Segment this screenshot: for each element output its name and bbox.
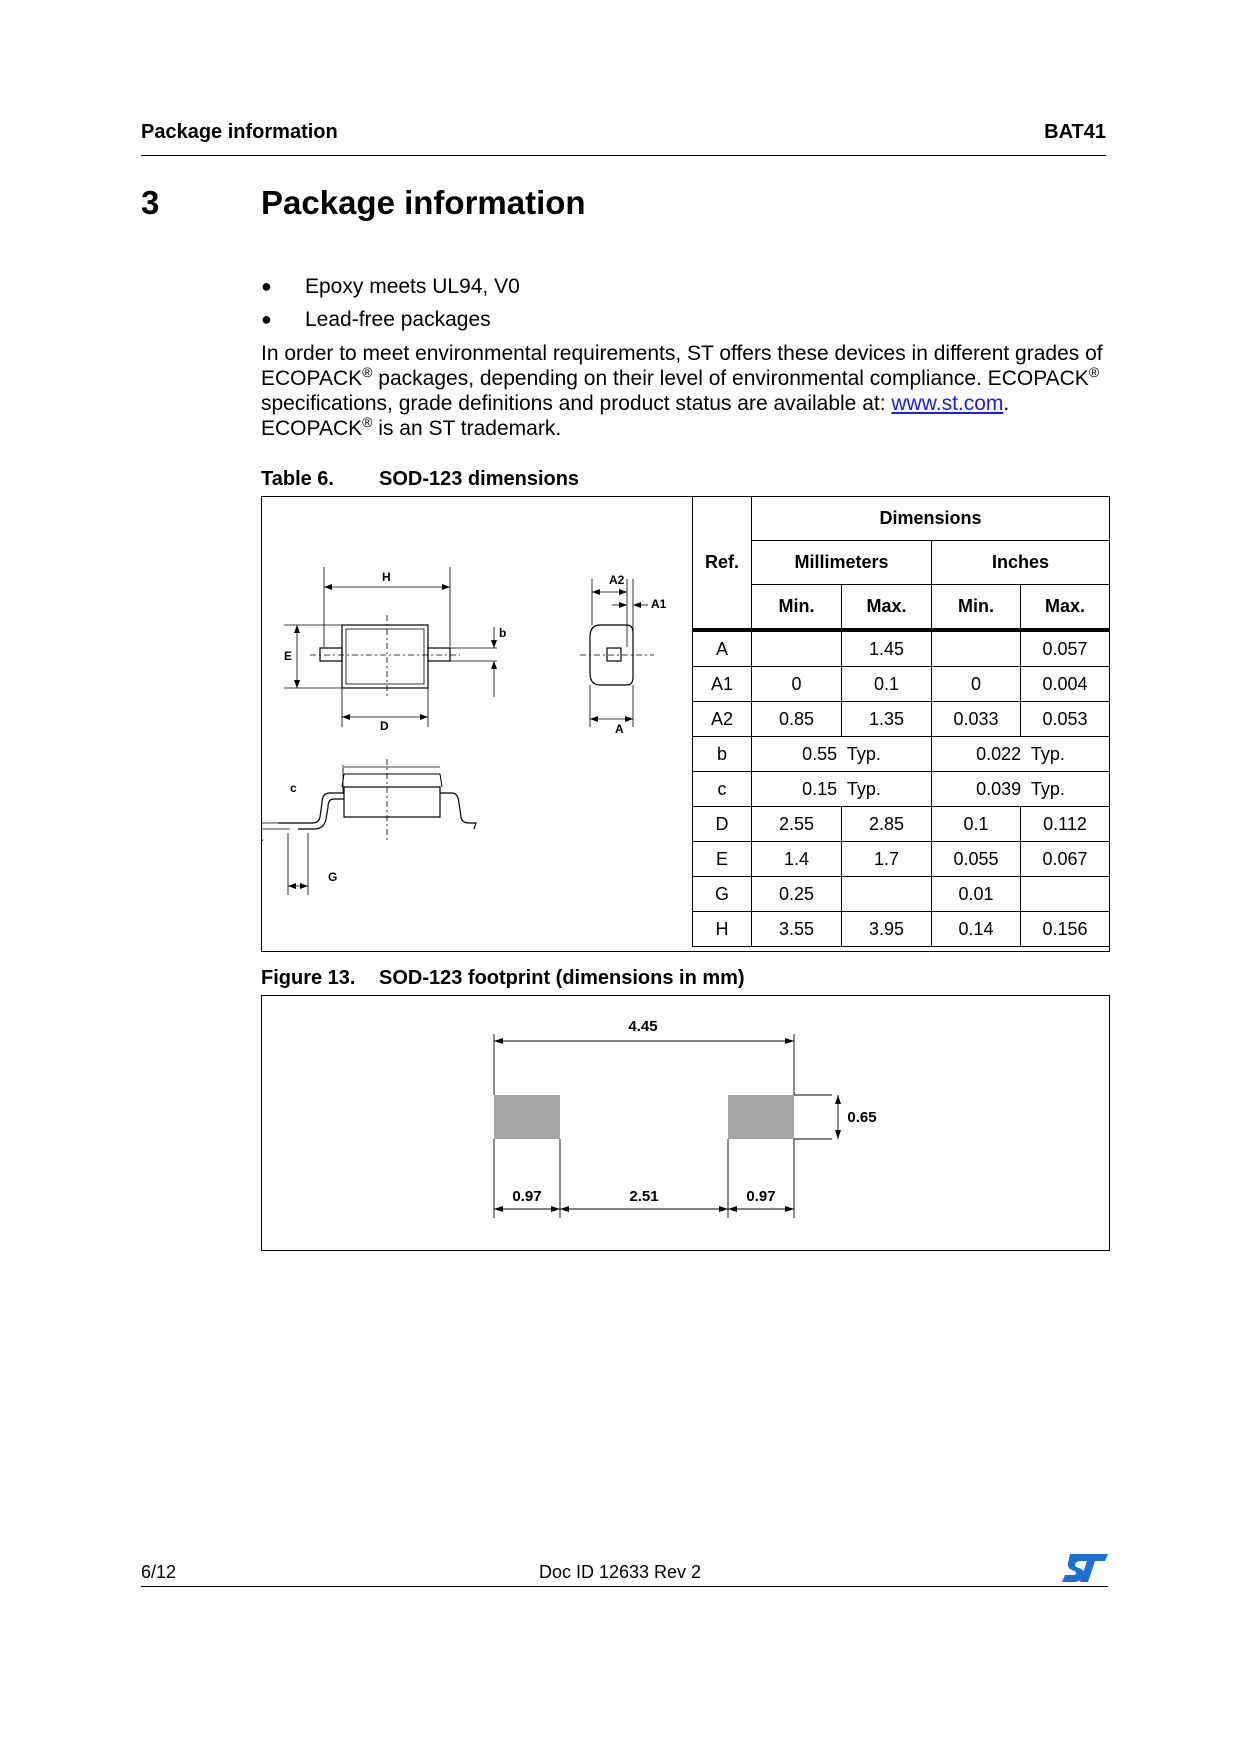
lead-right	[428, 648, 450, 661]
bullet-item: ● Lead-free packages	[261, 303, 520, 336]
section-number: 3	[141, 184, 160, 221]
col-header-mm-min: Min.	[752, 585, 842, 631]
col-header-mm-max: Max.	[842, 585, 932, 631]
col-header-dimensions: Dimensions	[752, 497, 1110, 541]
figure-title: SOD-123 footprint (dimensions in mm)	[379, 967, 745, 989]
page-number: 6/12	[141, 1562, 177, 1582]
sod123-package-drawing	[262, 497, 692, 951]
table-row: c 0.15 Typ. 0.039 Typ.	[693, 772, 1110, 807]
table-row: H 3.55 3.95 0.14 0.156	[693, 912, 1110, 947]
table-row: G 0.25 0.01	[693, 877, 1110, 912]
table-header-row	[693, 541, 1110, 585]
footprint-dim-gap: 2.51	[629, 1188, 659, 1205]
footprint-dim-pad-height: 0.65	[847, 1109, 877, 1126]
col-header-millimeters: Millimeters	[752, 541, 932, 585]
table-label: Table 6.	[261, 468, 334, 490]
table-row: A2 0.85 1.35 0.033 0.053	[693, 702, 1110, 737]
table-row: D 2.55 2.85 0.1 0.112	[693, 807, 1110, 842]
col-header-inches: Inches	[932, 541, 1110, 585]
table-header-row	[693, 497, 1110, 541]
lead-left	[320, 648, 342, 661]
bullet-dot-icon: ●	[261, 276, 272, 296]
running-header-part-number: BAT41	[1044, 121, 1106, 143]
table-caption	[261, 468, 579, 491]
header-rule	[141, 155, 1106, 156]
st-website-link[interactable]: www.st.com	[891, 392, 1004, 415]
table-title: SOD-123 dimensions	[379, 468, 580, 490]
dim-label-b: b	[499, 626, 507, 640]
package-body-top-view	[342, 625, 428, 688]
running-header-section: Package information	[141, 121, 338, 143]
footprint-dim-pad-right: 0.97	[746, 1188, 776, 1205]
footprint-pad-left	[494, 1095, 560, 1139]
st-logo-icon	[1060, 1552, 1110, 1584]
figure-caption	[261, 967, 745, 990]
document-id: Doc ID 12633 Rev 2	[538, 1562, 702, 1582]
col-header-ref: Ref.	[693, 497, 752, 631]
sod123-dimensions-table	[692, 496, 1110, 947]
dim-label-D: D	[380, 719, 389, 733]
table-row: A1 0 0.1 0 0.004	[693, 667, 1110, 702]
table-row: A 1.45 0.057	[693, 630, 1110, 667]
section-title: Package information	[261, 184, 586, 221]
col-header-in-min: Min.	[932, 585, 1021, 631]
footprint-pad-right	[728, 1095, 794, 1139]
ecopack-paragraph: In order to meet environmental requirements, ST offers these devices in different grades of ECOPACK® packages, depending on their level of environmental compliance. ECOPACK® specifications, grade definitions and product status are available at: www.st.com. ECOPACK® is an ST trademark.	[261, 342, 1103, 440]
bullet-dot-icon: ●	[261, 309, 272, 329]
table-header-row	[693, 585, 1110, 631]
dim-label-A: A	[615, 722, 624, 736]
sod123-footprint-drawing	[262, 996, 1109, 1250]
dim-label-c: c	[290, 781, 297, 795]
table-row: E 1.4 1.7 0.055 0.067	[693, 842, 1110, 877]
dim-label-G: G	[328, 870, 338, 884]
footprint-dim-overall: 4.45	[628, 1018, 658, 1035]
dim-label-H: H	[382, 570, 391, 584]
feature-bullet-list	[261, 270, 520, 336]
dim-label-A1: A1	[651, 597, 667, 611]
col-header-in-max: Max.	[1021, 585, 1110, 631]
table-row: b 0.55 Typ. 0.022 Typ.	[693, 737, 1110, 772]
dim-label-E: E	[284, 649, 293, 663]
footprint-dim-pad-left: 0.97	[512, 1188, 542, 1205]
bullet-item: ● Epoxy meets UL94, V0	[261, 270, 520, 303]
footer-rule	[141, 1586, 1108, 1587]
figure-label: Figure 13.	[261, 967, 356, 989]
dim-label-A2: A2	[609, 573, 625, 587]
